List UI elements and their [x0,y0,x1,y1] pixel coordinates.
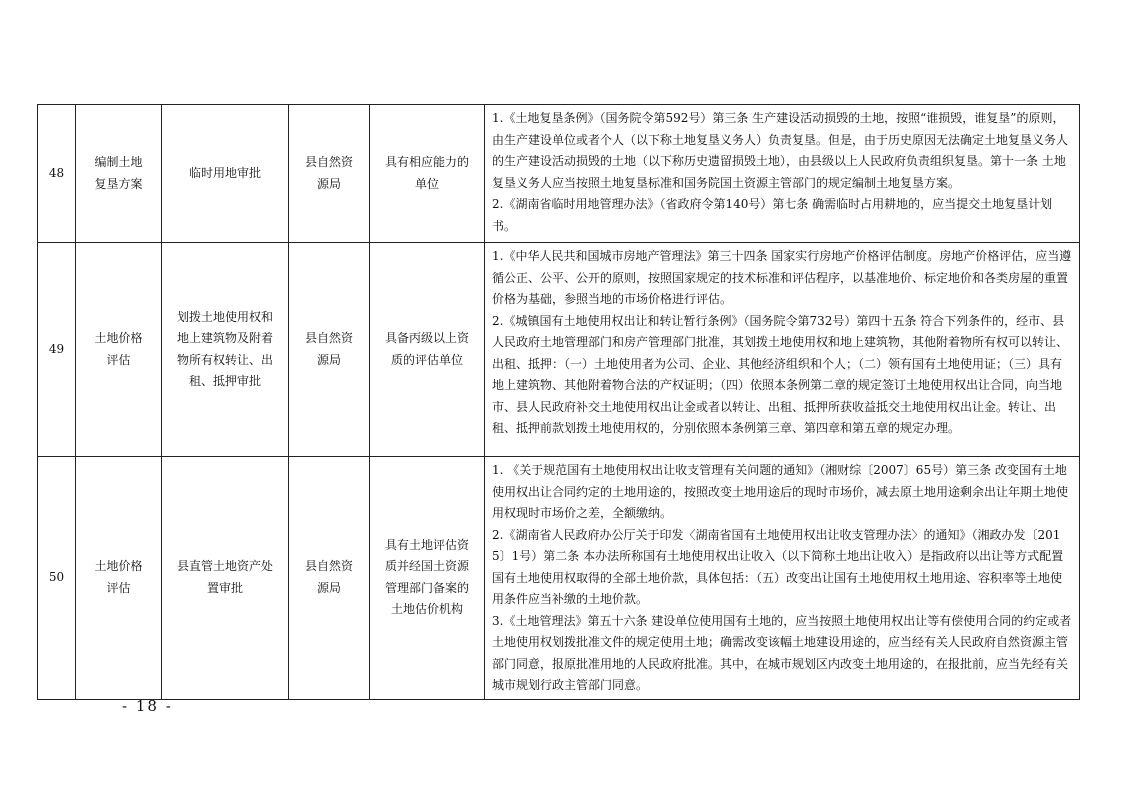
row-number-cell [38,105,76,243]
legal-basis-paragraph: 2.《湖南省临时用地管理办法》（省政府令第140号）第七条 确需临时占用耕地的，应当提交土地复垦计划书。 [492,197,1053,233]
approval-matter-cell [162,457,289,700]
department-cell [289,105,370,243]
item-name-cell [76,105,162,243]
qualification-cell [370,105,485,243]
legal-basis-paragraph: 1. 《关于规范国有土地使用权出让收支管理有关问题的通知》（湘财综〔2007〕65号）第三条 改变国有土地使用权出让合同约定的土地用途的，按照改变土地用途后的现时市场价，减去原土地用途剩余出让年期土地使用权现时市场价之差，全额缴纳。 [492,463,1069,520]
qualification-cell [370,243,485,457]
approval-matter-cell [162,105,289,243]
legal-basis-paragraph: 2.《城镇国有土地使用权出让和转让暂行条例》（国务院令第732号）第四十五条 符合下列条件的，经市、县人民政府土地管理部门和房产管理部门批准，其划拨土地使用权和地上建筑物，其他附着物所有权可以转让、出租、抵押：（一）土地使用者为公司、企业、其他经济组织和个人；（二）领有国有土地使用证；（三）具有地上建筑物、其他附着物合法的产权证明；（四）依照本条例第二章的规定签订土地使用权出让合同，向当地市、县人民政府补交土地使用权出让金或者以转让、出租、抵押所获收益抵交土地使用权出让金。转让、出租、抵押前款划拨土地使用权的，分别依照本条例第三章、第四章和第五章的规定办理。 [492,313,1069,435]
item-name-cell [76,243,162,457]
legal-basis-cell [485,105,1080,243]
legal-basis-paragraph: 2.《湖南省人民政府办公厅关于印发〈湖南省国有土地使用权出让收支管理办法〉的通知》（湘政办发〔2015〕1号）第二条 本办法所称国有土地使用权出让收入（以下简称土地出让收入）是指政府以出让等方式配置国有土地使用权取得的全部土地价款，具体包括：（五）改变出让国有土地使用权土地用途、容积率等土地使用条件应当补缴的土地价款。 [492,527,1064,606]
legal-basis-paragraph: 1.《土地复垦条例》（国务院令第592号）第三条 生产建设活动损毁的土地，按照“谁损毁，谁复垦”的原则，由生产建设单位或者个人（以下称土地复垦义务人）负责复垦。但是，由于历史原因无法确定土地复垦义务人的生产建设活动损毁的土地（以下称历史遗留损毁土地），由县级以上人民政府负责组织复垦。第十一条 土地复垦义务人应当按照土地复垦标准和国务院国土资源主管部门的规定编制土地复垦方案。 [492,111,1069,190]
legal-basis-cell [485,243,1080,457]
legal-basis-cell [485,457,1080,700]
row-number-cell [38,243,76,457]
qualification: 具有土地评估资质并经国土资源管理部门备案的土地估价机构 [384,537,469,617]
item-name-cell [76,457,162,700]
approval-matter-cell [162,243,289,457]
approving-department: 县自然资源局 [304,331,353,367]
approving-department: 县自然资源局 [304,559,353,595]
approval-matter: 临时用地审批 [188,165,261,180]
table-row [38,243,1080,457]
table-row [38,105,1080,243]
page-number: - 18 - [122,697,173,715]
row-number: 50 [48,570,65,584]
regulation-table [37,104,1080,700]
row-number-cell [38,457,76,700]
table-row [38,457,1080,700]
legal-basis-paragraph: 1.《中华人民共和国城市房地产管理法》第三十四条 国家实行房地产价格评估制度。房地产价格评估，应当遵循公正、公平、公开的原则，按照国家规定的技术标准和评估程序，以基准地价、标定地价和各类房屋的重置价格为基础，参照当地的市场价格进行评估。 [492,249,1072,306]
row-number: 48 [48,165,65,180]
approving-department: 县自然资源局 [304,155,353,191]
department-cell [289,243,370,457]
qualification: 具备丙级以上资质的评估单位 [384,331,469,367]
legal-basis-paragraph: 3.《土地管理法》第五十六条 建设单位使用国有土地的，应当按照土地使用权出让等有偿使用合同的约定或者土地使用权划拨批准文件的规定使用土地；确需改变该幅土地建设用途的，应当经有关人民政府自然资源主管部门同意，报原批准用地的人民政府批准。其中，在城市规划区内改变土地用途的，在报批前，应当先经有关城市规划行政主管部门同意。 [492,613,1072,692]
qualification-cell [370,457,485,700]
qualification: 具有相应能力的单位 [384,155,469,191]
department-cell [289,457,370,700]
item-name: 编制土地复垦方案 [94,155,143,191]
approval-matter: 划拨土地使用权和地上建筑物及附着物所有权转让、出租、抵押审批 [176,309,273,388]
row-number: 49 [48,341,65,356]
item-name: 土地价格评估 [94,559,143,595]
approval-matter: 县直管土地资产处置审批 [176,559,273,595]
item-name: 土地价格评估 [94,331,143,367]
